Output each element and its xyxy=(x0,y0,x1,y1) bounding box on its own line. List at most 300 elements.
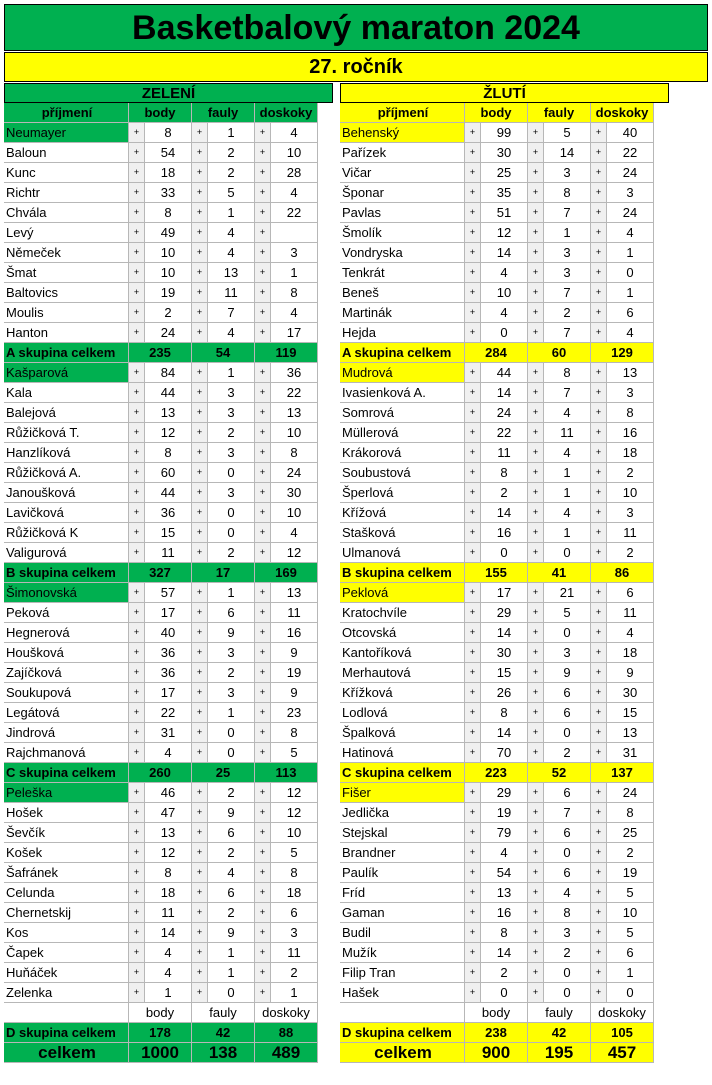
add-fouls-button[interactable]: + xyxy=(192,283,208,303)
player-fouls-value[interactable]: 2 xyxy=(208,783,255,803)
add-rebounds-button[interactable]: + xyxy=(255,243,271,263)
add-fouls-button[interactable]: + xyxy=(528,823,544,843)
player-fouls-value[interactable]: 1 xyxy=(544,523,591,543)
add-points-button[interactable]: + xyxy=(129,183,145,203)
player-rebounds-value[interactable]: 11 xyxy=(271,943,318,963)
player-rebounds-value[interactable]: 17 xyxy=(271,323,318,343)
player-rebounds-value[interactable]: 6 xyxy=(271,903,318,923)
player-fouls-value[interactable]: 0 xyxy=(208,503,255,523)
add-points-button[interactable]: + xyxy=(465,203,481,223)
player-points-value[interactable]: 14 xyxy=(481,243,528,263)
player-fouls-value[interactable]: 1 xyxy=(208,703,255,723)
add-fouls-button[interactable]: + xyxy=(192,163,208,183)
player-points-value[interactable]: 24 xyxy=(481,403,528,423)
player-points-value[interactable]: 29 xyxy=(481,603,528,623)
player-rebounds-value[interactable]: 4 xyxy=(607,323,654,343)
add-rebounds-button[interactable]: + xyxy=(255,663,271,683)
player-fouls-value[interactable]: 21 xyxy=(544,583,591,603)
player-points-value[interactable]: 15 xyxy=(481,663,528,683)
add-fouls-button[interactable]: + xyxy=(192,803,208,823)
player-rebounds-value[interactable]: 10 xyxy=(271,423,318,443)
add-points-button[interactable]: + xyxy=(465,883,481,903)
player-fouls-value[interactable]: 4 xyxy=(544,443,591,463)
player-fouls-value[interactable]: 6 xyxy=(208,823,255,843)
add-points-button[interactable]: + xyxy=(129,783,145,803)
add-fouls-button[interactable]: + xyxy=(192,483,208,503)
add-rebounds-button[interactable]: + xyxy=(591,283,607,303)
add-fouls-button[interactable]: + xyxy=(192,463,208,483)
player-fouls-value[interactable]: 3 xyxy=(208,483,255,503)
add-fouls-button[interactable]: + xyxy=(528,143,544,163)
add-fouls-button[interactable]: + xyxy=(528,983,544,1003)
add-fouls-button[interactable]: + xyxy=(528,663,544,683)
add-rebounds-button[interactable]: + xyxy=(255,323,271,343)
player-fouls-value[interactable]: 7 xyxy=(544,803,591,823)
add-rebounds-button[interactable]: + xyxy=(591,703,607,723)
player-rebounds-value[interactable]: 19 xyxy=(607,863,654,883)
player-fouls-value[interactable]: 1 xyxy=(208,203,255,223)
player-points-value[interactable]: 49 xyxy=(145,223,192,243)
player-rebounds-value[interactable]: 11 xyxy=(607,523,654,543)
player-fouls-value[interactable]: 1 xyxy=(208,583,255,603)
add-fouls-button[interactable]: + xyxy=(192,883,208,903)
player-rebounds-value[interactable]: 24 xyxy=(607,203,654,223)
player-points-value[interactable]: 0 xyxy=(481,323,528,343)
player-rebounds-value[interactable]: 5 xyxy=(607,883,654,903)
add-points-button[interactable]: + xyxy=(465,423,481,443)
player-points-value[interactable]: 30 xyxy=(481,643,528,663)
player-rebounds-value[interactable]: 3 xyxy=(607,503,654,523)
add-points-button[interactable]: + xyxy=(129,803,145,823)
player-rebounds-value[interactable]: 5 xyxy=(271,743,318,763)
add-points-button[interactable]: + xyxy=(465,783,481,803)
player-rebounds-value[interactable]: 3 xyxy=(271,923,318,943)
player-fouls-value[interactable]: 7 xyxy=(544,203,591,223)
player-rebounds-value[interactable]: 13 xyxy=(607,363,654,383)
add-rebounds-button[interactable]: + xyxy=(591,503,607,523)
add-rebounds-button[interactable]: + xyxy=(591,143,607,163)
player-rebounds-value[interactable]: 28 xyxy=(271,163,318,183)
add-rebounds-button[interactable]: + xyxy=(255,743,271,763)
player-rebounds-value[interactable]: 6 xyxy=(607,303,654,323)
add-fouls-button[interactable]: + xyxy=(192,303,208,323)
add-rebounds-button[interactable]: + xyxy=(255,263,271,283)
player-points-value[interactable]: 0 xyxy=(481,543,528,563)
player-rebounds-value[interactable]: 1 xyxy=(271,263,318,283)
add-fouls-button[interactable]: + xyxy=(528,783,544,803)
add-fouls-button[interactable]: + xyxy=(528,163,544,183)
add-rebounds-button[interactable]: + xyxy=(591,543,607,563)
player-fouls-value[interactable]: 3 xyxy=(208,643,255,663)
add-fouls-button[interactable]: + xyxy=(192,183,208,203)
player-points-value[interactable]: 8 xyxy=(481,923,528,943)
add-rebounds-button[interactable]: + xyxy=(255,483,271,503)
player-fouls-value[interactable]: 1 xyxy=(544,463,591,483)
add-rebounds-button[interactable]: + xyxy=(255,923,271,943)
add-fouls-button[interactable]: + xyxy=(528,943,544,963)
add-points-button[interactable]: + xyxy=(465,983,481,1003)
add-rebounds-button[interactable]: + xyxy=(255,843,271,863)
player-rebounds-value[interactable]: 12 xyxy=(271,543,318,563)
add-rebounds-button[interactable]: + xyxy=(591,363,607,383)
add-points-button[interactable]: + xyxy=(465,703,481,723)
player-points-value[interactable]: 11 xyxy=(145,543,192,563)
player-fouls-value[interactable]: 0 xyxy=(544,723,591,743)
player-points-value[interactable]: 0 xyxy=(481,983,528,1003)
add-points-button[interactable]: + xyxy=(465,223,481,243)
player-fouls-value[interactable]: 0 xyxy=(544,843,591,863)
add-rebounds-button[interactable]: + xyxy=(591,423,607,443)
add-rebounds-button[interactable]: + xyxy=(591,983,607,1003)
player-rebounds-value[interactable]: 22 xyxy=(607,143,654,163)
add-points-button[interactable]: + xyxy=(465,903,481,923)
player-points-value[interactable]: 99 xyxy=(481,123,528,143)
add-points-button[interactable]: + xyxy=(129,923,145,943)
add-points-button[interactable]: + xyxy=(465,263,481,283)
player-rebounds-value[interactable]: 12 xyxy=(271,803,318,823)
add-rebounds-button[interactable]: + xyxy=(255,863,271,883)
player-points-value[interactable]: 46 xyxy=(145,783,192,803)
add-rebounds-button[interactable]: + xyxy=(591,163,607,183)
add-rebounds-button[interactable]: + xyxy=(255,703,271,723)
add-rebounds-button[interactable]: + xyxy=(255,203,271,223)
player-points-value[interactable]: 13 xyxy=(145,823,192,843)
player-rebounds-value[interactable]: 40 xyxy=(607,123,654,143)
player-rebounds-value[interactable]: 24 xyxy=(271,463,318,483)
player-points-value[interactable]: 17 xyxy=(145,683,192,703)
player-points-value[interactable]: 12 xyxy=(145,423,192,443)
add-fouls-button[interactable]: + xyxy=(528,863,544,883)
add-points-button[interactable]: + xyxy=(129,303,145,323)
add-fouls-button[interactable]: + xyxy=(192,403,208,423)
player-rebounds-value[interactable]: 1 xyxy=(607,963,654,983)
add-rebounds-button[interactable]: + xyxy=(591,723,607,743)
add-rebounds-button[interactable]: + xyxy=(591,183,607,203)
add-fouls-button[interactable]: + xyxy=(192,923,208,943)
add-fouls-button[interactable]: + xyxy=(192,703,208,723)
player-rebounds-value[interactable]: 13 xyxy=(271,403,318,423)
add-points-button[interactable]: + xyxy=(129,423,145,443)
add-fouls-button[interactable]: + xyxy=(192,383,208,403)
player-points-value[interactable]: 14 xyxy=(481,503,528,523)
player-fouls-value[interactable]: 0 xyxy=(544,983,591,1003)
player-rebounds-value[interactable]: 16 xyxy=(607,423,654,443)
player-fouls-value[interactable]: 3 xyxy=(208,383,255,403)
add-fouls-button[interactable]: + xyxy=(192,963,208,983)
player-rebounds-value[interactable]: 1 xyxy=(271,983,318,1003)
add-fouls-button[interactable]: + xyxy=(192,683,208,703)
player-rebounds-value[interactable]: 11 xyxy=(607,603,654,623)
add-points-button[interactable]: + xyxy=(129,823,145,843)
add-points-button[interactable]: + xyxy=(129,383,145,403)
player-rebounds-value[interactable]: 10 xyxy=(271,503,318,523)
player-points-value[interactable]: 54 xyxy=(481,863,528,883)
add-fouls-button[interactable]: + xyxy=(192,823,208,843)
player-points-value[interactable]: 22 xyxy=(145,703,192,723)
add-rebounds-button[interactable]: + xyxy=(591,783,607,803)
player-fouls-value[interactable]: 9 xyxy=(544,663,591,683)
add-fouls-button[interactable]: + xyxy=(528,263,544,283)
player-fouls-value[interactable]: 11 xyxy=(544,423,591,443)
player-fouls-value[interactable]: 2 xyxy=(544,943,591,963)
player-fouls-value[interactable]: 3 xyxy=(544,923,591,943)
player-points-value[interactable]: 17 xyxy=(145,603,192,623)
player-rebounds-value[interactable]: 4 xyxy=(271,183,318,203)
player-rebounds-value[interactable]: 10 xyxy=(607,483,654,503)
player-fouls-value[interactable]: 4 xyxy=(208,243,255,263)
player-points-value[interactable]: 29 xyxy=(481,783,528,803)
add-fouls-button[interactable]: + xyxy=(528,743,544,763)
add-points-button[interactable]: + xyxy=(465,663,481,683)
add-points-button[interactable]: + xyxy=(465,243,481,263)
player-fouls-value[interactable]: 6 xyxy=(544,823,591,843)
add-fouls-button[interactable]: + xyxy=(528,283,544,303)
add-fouls-button[interactable]: + xyxy=(528,603,544,623)
player-fouls-value[interactable]: 4 xyxy=(208,223,255,243)
player-points-value[interactable]: 8 xyxy=(145,863,192,883)
player-rebounds-value[interactable]: 3 xyxy=(271,243,318,263)
player-points-value[interactable]: 13 xyxy=(481,883,528,903)
player-points-value[interactable]: 1 xyxy=(145,983,192,1003)
add-fouls-button[interactable]: + xyxy=(192,783,208,803)
add-points-button[interactable]: + xyxy=(129,243,145,263)
add-rebounds-button[interactable]: + xyxy=(255,303,271,323)
add-fouls-button[interactable]: + xyxy=(192,503,208,523)
add-rebounds-button[interactable]: + xyxy=(591,863,607,883)
add-fouls-button[interactable]: + xyxy=(192,663,208,683)
add-fouls-button[interactable]: + xyxy=(192,223,208,243)
add-fouls-button[interactable]: + xyxy=(192,263,208,283)
add-fouls-button[interactable]: + xyxy=(528,723,544,743)
player-fouls-value[interactable]: 2 xyxy=(208,843,255,863)
add-fouls-button[interactable]: + xyxy=(528,503,544,523)
player-fouls-value[interactable]: 6 xyxy=(544,783,591,803)
add-rebounds-button[interactable]: + xyxy=(591,483,607,503)
add-points-button[interactable]: + xyxy=(465,303,481,323)
add-rebounds-button[interactable]: + xyxy=(255,723,271,743)
add-rebounds-button[interactable]: + xyxy=(255,463,271,483)
player-fouls-value[interactable]: 5 xyxy=(544,603,591,623)
add-fouls-button[interactable]: + xyxy=(528,123,544,143)
player-fouls-value[interactable]: 1 xyxy=(208,363,255,383)
add-rebounds-button[interactable]: + xyxy=(591,843,607,863)
player-fouls-value[interactable]: 3 xyxy=(208,403,255,423)
add-points-button[interactable]: + xyxy=(465,603,481,623)
add-fouls-button[interactable]: + xyxy=(192,603,208,623)
add-fouls-button[interactable]: + xyxy=(528,963,544,983)
player-points-value[interactable]: 4 xyxy=(481,843,528,863)
add-rebounds-button[interactable]: + xyxy=(591,303,607,323)
add-rebounds-button[interactable]: + xyxy=(255,283,271,303)
add-fouls-button[interactable]: + xyxy=(528,383,544,403)
player-points-value[interactable]: 51 xyxy=(481,203,528,223)
add-points-button[interactable]: + xyxy=(465,843,481,863)
player-fouls-value[interactable]: 2 xyxy=(544,303,591,323)
add-fouls-button[interactable]: + xyxy=(192,743,208,763)
player-fouls-value[interactable]: 2 xyxy=(208,903,255,923)
add-fouls-button[interactable]: + xyxy=(192,523,208,543)
add-points-button[interactable]: + xyxy=(129,743,145,763)
player-fouls-value[interactable]: 1 xyxy=(208,123,255,143)
player-rebounds-value[interactable]: 8 xyxy=(607,803,654,823)
add-fouls-button[interactable]: + xyxy=(192,723,208,743)
add-points-button[interactable]: + xyxy=(465,183,481,203)
player-points-value[interactable]: 24 xyxy=(145,323,192,343)
add-rebounds-button[interactable]: + xyxy=(591,943,607,963)
player-rebounds-value[interactable]: 5 xyxy=(607,923,654,943)
add-points-button[interactable]: + xyxy=(465,583,481,603)
add-fouls-button[interactable]: + xyxy=(528,463,544,483)
player-rebounds-value[interactable]: 15 xyxy=(607,703,654,723)
add-fouls-button[interactable]: + xyxy=(192,583,208,603)
player-fouls-value[interactable]: 0 xyxy=(544,623,591,643)
add-rebounds-button[interactable]: + xyxy=(255,363,271,383)
add-points-button[interactable]: + xyxy=(129,543,145,563)
player-fouls-value[interactable]: 8 xyxy=(544,183,591,203)
player-rebounds-value[interactable]: 8 xyxy=(271,283,318,303)
add-points-button[interactable]: + xyxy=(129,263,145,283)
player-rebounds-value[interactable]: 23 xyxy=(271,703,318,723)
add-rebounds-button[interactable]: + xyxy=(591,583,607,603)
add-points-button[interactable]: + xyxy=(465,363,481,383)
player-rebounds-value[interactable]: 4 xyxy=(607,623,654,643)
player-points-value[interactable]: 11 xyxy=(481,443,528,463)
player-fouls-value[interactable]: 9 xyxy=(208,803,255,823)
player-fouls-value[interactable]: 3 xyxy=(544,163,591,183)
add-points-button[interactable]: + xyxy=(465,403,481,423)
add-rebounds-button[interactable]: + xyxy=(255,143,271,163)
add-fouls-button[interactable]: + xyxy=(192,423,208,443)
player-rebounds-value[interactable]: 24 xyxy=(607,163,654,183)
player-rebounds-value[interactable]: 9 xyxy=(271,683,318,703)
add-rebounds-button[interactable]: + xyxy=(255,223,271,243)
add-rebounds-button[interactable]: + xyxy=(591,223,607,243)
add-fouls-button[interactable]: + xyxy=(528,523,544,543)
player-points-value[interactable]: 14 xyxy=(481,943,528,963)
add-fouls-button[interactable]: + xyxy=(192,863,208,883)
add-points-button[interactable]: + xyxy=(129,663,145,683)
player-fouls-value[interactable]: 6 xyxy=(208,883,255,903)
player-points-value[interactable]: 25 xyxy=(481,163,528,183)
player-rebounds-value[interactable]: 0 xyxy=(607,983,654,1003)
player-rebounds-value[interactable]: 2 xyxy=(271,963,318,983)
player-points-value[interactable]: 8 xyxy=(145,203,192,223)
add-points-button[interactable]: + xyxy=(465,803,481,823)
add-rebounds-button[interactable]: + xyxy=(591,123,607,143)
add-rebounds-button[interactable]: + xyxy=(591,883,607,903)
add-rebounds-button[interactable]: + xyxy=(255,623,271,643)
add-fouls-button[interactable]: + xyxy=(528,303,544,323)
add-points-button[interactable]: + xyxy=(129,883,145,903)
player-fouls-value[interactable]: 9 xyxy=(208,923,255,943)
player-rebounds-value[interactable]: 9 xyxy=(607,663,654,683)
player-rebounds-value[interactable]: 36 xyxy=(271,363,318,383)
add-points-button[interactable]: + xyxy=(129,323,145,343)
add-fouls-button[interactable]: + xyxy=(192,363,208,383)
add-points-button[interactable]: + xyxy=(465,683,481,703)
player-fouls-value[interactable]: 5 xyxy=(208,183,255,203)
add-points-button[interactable]: + xyxy=(129,583,145,603)
player-fouls-value[interactable]: 2 xyxy=(208,163,255,183)
add-points-button[interactable]: + xyxy=(129,463,145,483)
player-points-value[interactable]: 36 xyxy=(145,643,192,663)
player-rebounds-value[interactable]: 8 xyxy=(271,443,318,463)
add-rebounds-button[interactable]: + xyxy=(255,943,271,963)
add-points-button[interactable]: + xyxy=(129,283,145,303)
add-rebounds-button[interactable]: + xyxy=(591,903,607,923)
player-rebounds-value[interactable]: 18 xyxy=(607,443,654,463)
add-fouls-button[interactable]: + xyxy=(528,443,544,463)
add-rebounds-button[interactable]: + xyxy=(255,503,271,523)
player-points-value[interactable]: 47 xyxy=(145,803,192,823)
add-fouls-button[interactable]: + xyxy=(528,803,544,823)
add-points-button[interactable]: + xyxy=(129,603,145,623)
player-fouls-value[interactable]: 6 xyxy=(544,683,591,703)
player-rebounds-value[interactable]: 22 xyxy=(271,203,318,223)
add-fouls-button[interactable]: + xyxy=(528,843,544,863)
add-points-button[interactable]: + xyxy=(129,203,145,223)
player-rebounds-value[interactable]: 24 xyxy=(607,783,654,803)
player-rebounds-value[interactable]: 13 xyxy=(607,723,654,743)
add-fouls-button[interactable]: + xyxy=(528,703,544,723)
add-fouls-button[interactable]: + xyxy=(192,543,208,563)
player-points-value[interactable]: 8 xyxy=(481,703,528,723)
player-rebounds-value[interactable]: 9 xyxy=(271,643,318,663)
player-rebounds-value[interactable]: 4 xyxy=(271,523,318,543)
player-rebounds-value[interactable]: 3 xyxy=(607,383,654,403)
add-fouls-button[interactable]: + xyxy=(528,683,544,703)
player-rebounds-value[interactable]: 8 xyxy=(607,403,654,423)
add-fouls-button[interactable]: + xyxy=(528,903,544,923)
player-rebounds-value[interactable]: 4 xyxy=(607,223,654,243)
add-points-button[interactable]: + xyxy=(129,163,145,183)
player-rebounds-value[interactable]: 6 xyxy=(607,583,654,603)
player-points-value[interactable]: 18 xyxy=(145,163,192,183)
add-fouls-button[interactable]: + xyxy=(192,203,208,223)
player-fouls-value[interactable]: 7 xyxy=(208,303,255,323)
add-points-button[interactable]: + xyxy=(465,123,481,143)
player-fouls-value[interactable]: 4 xyxy=(544,883,591,903)
add-rebounds-button[interactable]: + xyxy=(591,203,607,223)
player-rebounds-value[interactable]: 4 xyxy=(271,303,318,323)
player-fouls-value[interactable]: 1 xyxy=(208,943,255,963)
add-rebounds-button[interactable]: + xyxy=(591,963,607,983)
add-points-button[interactable]: + xyxy=(129,363,145,383)
player-points-value[interactable]: 2 xyxy=(145,303,192,323)
player-fouls-value[interactable]: 8 xyxy=(544,363,591,383)
player-fouls-value[interactable]: 4 xyxy=(544,503,591,523)
player-points-value[interactable]: 8 xyxy=(145,443,192,463)
player-rebounds-value[interactable]: 2 xyxy=(607,463,654,483)
add-rebounds-button[interactable]: + xyxy=(591,463,607,483)
player-points-value[interactable]: 57 xyxy=(145,583,192,603)
add-points-button[interactable]: + xyxy=(465,283,481,303)
add-fouls-button[interactable]: + xyxy=(192,843,208,863)
player-points-value[interactable]: 54 xyxy=(145,143,192,163)
player-points-value[interactable]: 44 xyxy=(145,483,192,503)
player-rebounds-value[interactable]: 10 xyxy=(271,143,318,163)
player-fouls-value[interactable]: 5 xyxy=(544,123,591,143)
add-fouls-button[interactable]: + xyxy=(528,223,544,243)
add-rebounds-button[interactable]: + xyxy=(255,423,271,443)
player-rebounds-value[interactable]: 2 xyxy=(607,843,654,863)
add-fouls-button[interactable]: + xyxy=(528,203,544,223)
player-fouls-value[interactable]: 3 xyxy=(208,443,255,463)
player-points-value[interactable]: 31 xyxy=(145,723,192,743)
player-fouls-value[interactable]: 0 xyxy=(208,723,255,743)
player-points-value[interactable]: 15 xyxy=(145,523,192,543)
add-points-button[interactable]: + xyxy=(129,983,145,1003)
